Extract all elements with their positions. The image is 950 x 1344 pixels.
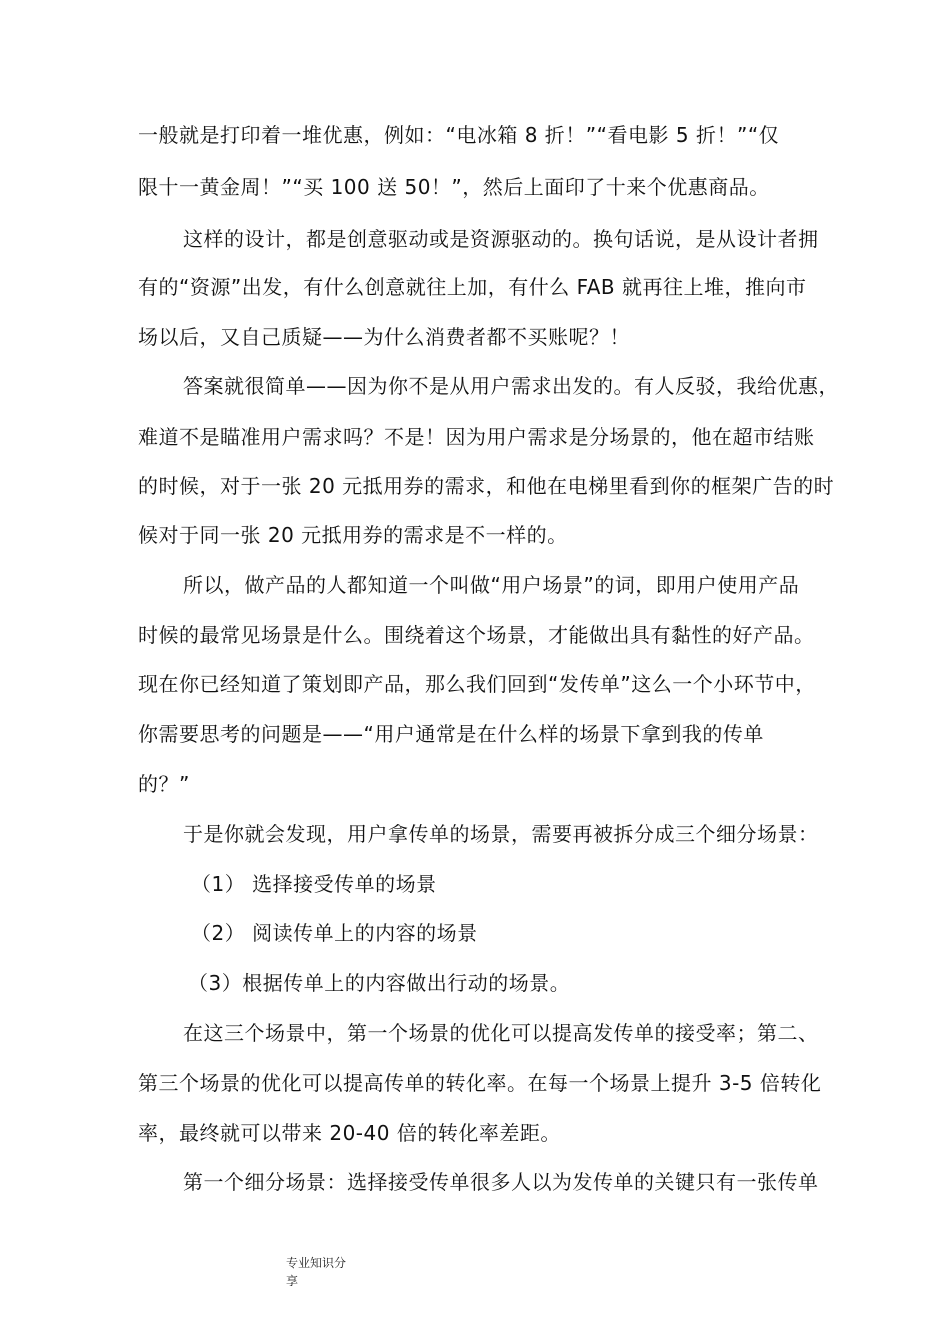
text-line: 所以，做产品的人都知道一个叫做“用户场景”的词，即用户使用产品 [183, 573, 800, 597]
footer-line: 享 [286, 1274, 299, 1288]
text-line: 一般就是打印着一堆优惠，例如：“电冰箱 8 折！”“看电影 5 折！”“仅 [138, 123, 780, 147]
text-line: 现在你已经知道了策划即产品，那么我们回到“发传单”这么一个小环节中， [138, 672, 816, 696]
footer-line: 专业知识分 [286, 1256, 347, 1270]
text-line: 你需要思考的问题是——“用户通常是在什么样的场景下拿到我的传单 [138, 722, 764, 746]
text-line: 这样的设计，都是创意驱动或是资源驱动的。换句话说，是从设计者拥 [183, 227, 819, 251]
text-line: 第三个场景的优化可以提高传单的转化率。在每一个场景上提升 3-5 倍转化 [138, 1071, 822, 1095]
text-line: 率，最终就可以带来 20-40 倍的转化率差距。 [138, 1121, 561, 1145]
text-line: 时候的最常见场景是什么。围绕着这个场景，才能做出具有黏性的好产品。 [138, 623, 815, 647]
page-footer [286, 1254, 366, 1290]
text-line: 难道不是瞄准用户需求吗？不是！因为用户需求是分场景的，他在超市结账 [138, 425, 815, 449]
text-line: 于是你就会发现，用户拿传单的场景，需要再被拆分成三个细分场景： [183, 822, 819, 846]
list-item: （3）根据传单上的内容做出行动的场景。 [188, 971, 571, 995]
list-item: （1） 选择接受传单的场景 [191, 872, 437, 896]
text-line: 有的“资源”出发，有什么创意就往上加，有什么 FAB 就再往上堆，推向市 [138, 275, 807, 299]
text-line: 的时候，对于一张 20 元抵用券的需求，和他在电梯里看到你的框架广告的时 [138, 474, 835, 498]
text-line: 答案就很简单——因为你不是从用户需求出发的。有人反驳，我给优惠， [183, 374, 839, 398]
text-line: 的？” [138, 772, 190, 796]
text-line: 候对于同一张 20 元抵用券的需求是不一样的。 [138, 523, 568, 547]
list-item: （2） 阅读传单上的内容的场景 [191, 921, 478, 945]
text-line: 第一个细分场景：选择接受传单很多人以为发传单的关键只有一张传单 [183, 1170, 819, 1194]
text-line: 限十一黄金周！”“买 100 送 50！”，然后上面印了十来个优惠商品。 [138, 175, 770, 199]
text-line: 在这三个场景中，第一个场景的优化可以提高发传单的接受率；第二、 [183, 1021, 819, 1045]
text-line: 场以后，又自己质疑——为什么消费者都不买账呢？！ [138, 325, 630, 349]
